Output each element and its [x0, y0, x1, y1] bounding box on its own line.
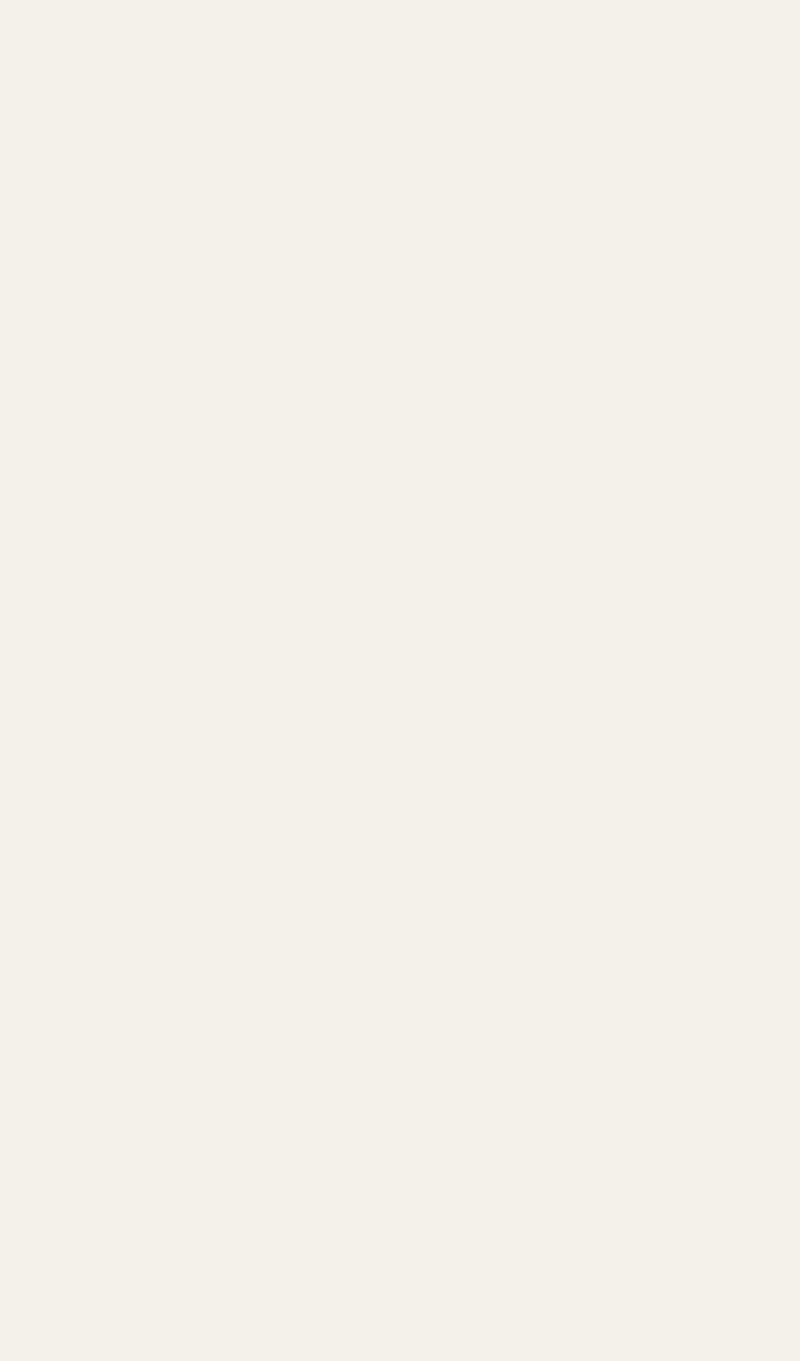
observation-heading: [36, 86, 766, 114]
page-number: [36, 28, 766, 56]
